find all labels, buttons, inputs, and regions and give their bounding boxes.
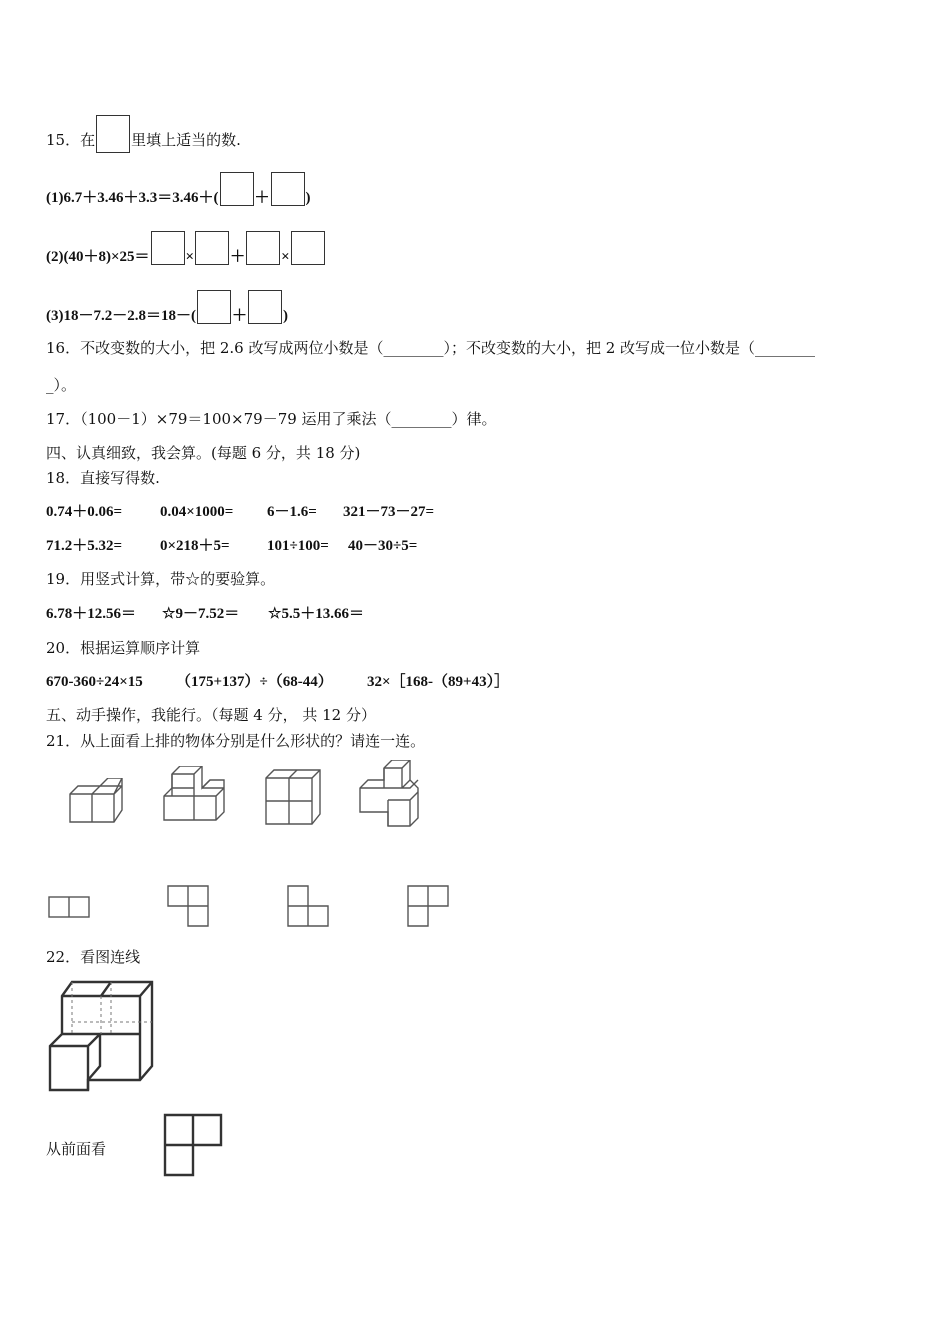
operator: × (281, 249, 290, 265)
cube-solid-d[interactable] (356, 760, 426, 828)
q16-line2: _）。 (46, 376, 77, 394)
q15-part3-expr: (3)18－7.2－2.8＝18－( (46, 308, 196, 324)
section5-title: 五、动手操作，我能行。（每题 4 分， 共 12 分） (46, 706, 376, 724)
q15-title (46, 115, 241, 153)
q18-row1 (46, 502, 434, 522)
calc-item: （175+137）÷（68-44） (176, 674, 333, 690)
answer-box[interactable] (96, 115, 130, 153)
top-view-c[interactable] (286, 884, 332, 930)
q20-items (46, 672, 509, 692)
q18-title: 18．直接写得数. (46, 469, 160, 487)
q15-title-pre: 15．在 (46, 131, 96, 149)
cube-solid-c[interactable] (262, 768, 326, 828)
operator: ＋ (230, 249, 246, 265)
q22-title: 22．看图连线 (46, 948, 141, 966)
calc-item: 0×218＋5= (160, 538, 230, 554)
q17-text: 17．（100－1）×79＝100×79－79 运用了乘法（________）律。 (46, 410, 497, 428)
bracket: ) (305, 190, 311, 206)
q15-part1-expr: (1)6.7＋3.46＋3.3＝3.46＋( (46, 190, 219, 206)
front-view[interactable] (162, 1112, 226, 1180)
answer-box[interactable] (220, 172, 254, 206)
calc-item: 32×［168-（89+43）］ (367, 674, 510, 690)
calc-item: 321－73－27= (343, 504, 435, 520)
operator: ＋ (254, 190, 270, 206)
q21-title: 21．从上面看上排的物体分别是什么形状的？请连一连。 (46, 732, 426, 750)
operator: ＋ (232, 308, 248, 324)
top-view-a[interactable] (47, 895, 93, 921)
q18-row2 (46, 536, 417, 556)
calc-item: ☆9－7.52＝ (162, 606, 240, 622)
calc-item: 0.74＋0.06= (46, 504, 123, 520)
q16-line1: 16．不改变数的大小，把 2.6 改写成两位小数是（________）；不改变数的大小，把 2 改写成一位小数是（________ (46, 339, 816, 357)
answer-box[interactable] (195, 231, 229, 265)
answer-box[interactable] (151, 231, 185, 265)
q20-title: 20．根据运算顺序计算 (46, 639, 201, 657)
cube-solid-a[interactable] (66, 778, 126, 828)
q15-part1 (46, 172, 311, 208)
answer-box[interactable] (248, 290, 282, 324)
section4-title: 四、认真细致，我会算。(每题 6 分，共 18 分) (46, 444, 361, 462)
calc-item: 0.04×1000= (160, 504, 234, 520)
bracket: ) (283, 308, 289, 324)
calc-item: 71.2＋5.32= (46, 538, 123, 554)
calc-item: ☆5.5＋13.66＝ (268, 606, 364, 622)
calc-item: 101÷100= (267, 538, 329, 554)
top-view-b[interactable] (166, 884, 212, 930)
calc-item: 6－1.6= (267, 504, 317, 520)
q15-part3 (46, 290, 288, 326)
calc-item: 6.78＋12.56＝ (46, 606, 137, 622)
q22-solid (44, 978, 158, 1096)
q15-part2 (46, 231, 326, 267)
operator: × (185, 249, 195, 265)
cube-solid-b[interactable] (160, 766, 228, 830)
answer-box[interactable] (197, 290, 231, 324)
q19-title: 19．用竖式计算，带☆的要验算。 (46, 570, 276, 588)
answer-box[interactable] (246, 231, 280, 265)
calc-item: 670-360÷24×15 (46, 674, 143, 690)
calc-item: 40－30÷5= (348, 538, 418, 554)
answer-box[interactable] (271, 172, 305, 206)
top-view-d[interactable] (406, 884, 452, 930)
q15-part2-expr: (2)(40＋8)×25＝ (46, 249, 150, 265)
q19-items (46, 604, 364, 624)
answer-box[interactable] (291, 231, 325, 265)
q15-title-post: 里填上适当的数. (131, 131, 241, 149)
q22-label: 从前面看 (46, 1140, 107, 1158)
